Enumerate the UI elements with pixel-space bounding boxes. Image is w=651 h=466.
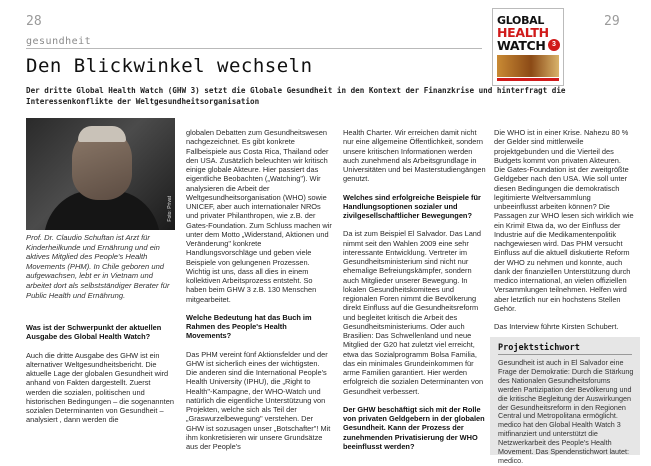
- column-4: [494, 128, 634, 340]
- project-box-text: Gesundheit ist auch in El Salvador eine Frage der Demokratie: Durch die Stärkung des Nationalen Gesundheitsforums werden Partizipation der Bevölkerung und die kritische Begleitung der Auswirkungen der Gesundheitsreform in den Regionen Central und Metropolitana ermöglicht. medico hat den Global Health Watch 3 mitfinanziert und unterstützt die Netzwerkarbeit des People's Health Movement. Das Spendenstichwort lautet: medico.: [498, 358, 634, 465]
- book-cover: [492, 8, 564, 86]
- section-label: gesundheit: [26, 36, 92, 47]
- photo-figure-hair: [78, 126, 126, 142]
- cover-title-line2: HEALTH: [497, 25, 549, 40]
- column-2: [186, 128, 332, 460]
- answer-paragraph: Auch die dritte Ausgabe des GHW ist ein alternativer Weltgesundheitsbericht. Die aktuelle Lage der globalen Gesundheit wird anhand von Fakten dargestellt. Zuerst werden die sozialen, politischen und historischen Bedingungen – die sogenannten sozialen Determinanten von Gesundheit – analysiert , dann werden die: [26, 350, 174, 425]
- photo-credit: Foto: Privat: [167, 196, 173, 222]
- column-1: [26, 323, 175, 434]
- column-3: [343, 128, 486, 460]
- page-number-right: 29: [604, 14, 620, 29]
- question: Welches sind erfolgreiche Beispiele für Handlungsoptionen sozialer und zivilgesellschaftlicher Bewegungen?: [343, 192, 481, 220]
- project-box-title: Projektstichwort: [498, 343, 580, 353]
- question: Welche Bedeutung hat das Buch im Rahmen des People's Health Movements?: [186, 312, 312, 341]
- project-keyword-box: [490, 337, 640, 465]
- portrait-photo: [26, 118, 175, 230]
- question: Was ist der Schwerpunkt der aktuellen Ausgabe des Global Health Watch?: [26, 323, 162, 342]
- question: Der GHW beschäftigt sich mit der Rolle von privaten Geldgebern in der globalen Gesundheit. Kann der Prozess der zunehmenden Privatisierung der WHO beeinflusst werden?: [343, 404, 485, 451]
- answer-paragraph: Die WHO ist in einer Krise. Nahezu 80 % der Gelder sind mittlerweile projektgebunden und die Vierteil des Budgets kommt von privaten Akteuren. Die Gates-Foundation ist der zweitgrößte Geldgeber nach den USA. Wie soll unter diesen Bedingungen die demokratisch legitimierte Weltversammlung unbeeinflusst arbeiten können? Die Passagen zur WHO lesen sich wirklich wie ein Krimi! Etwa da, wo der Einfluss der Industrie auf die Medikamentenpolitik nachgewiesen wird. Das PHM versucht Einfluss auf die aktuell diskutierte Reform der WHO zu nehmen und konnte, auch dank der finanziellen Unterstützung durch medico international, an vielen offiziellen Versammlungen teilnehmen. Helfen wird aber letztlich nur ein hochstens Stellen Gehör.: [494, 128, 634, 313]
- cover-image: [497, 55, 559, 77]
- answer-paragraph: Da ist zum Beispiel El Salvador. Das Land nimmt seit den Wahlen 2009 eine sehr interessante Entwicklung. Vertreter im Gesundheitsministerium sind nicht nur ehemalige Befreiungskämpfer, sondern auch Mitglieder unserer Bewegung. In lokalen Gesundheitskomitees und regionalen Foren nimmt die Bevölkerung direkt Einfluss auf die Gesundheitsreform und begleitet kritisch die Arbeit des Gesundheitsministeriums. Oder auch Brasilien: Das Schwellenland und neue Mitglied der G20 hat zuletzt viel erreicht, etwa das Sozialprogramm Bolsa Familia, das ein minimales Grundeinkommen für arme Familien garantiert. Hier werden erfolgreich die sozialen Determinanten von Gesundheit verbessert.: [343, 229, 484, 396]
- cover-edition-badge: 3: [548, 39, 560, 51]
- answer-paragraph: Health Charter. Wir erreichen damit nicht nur eine allgemeine Öffentlichkeit, sondern unsere kritischen Informationen werden auch zunehmend als Arbeitsgrundlage in Universitäten und bei Masterstudiengängen genutzt.: [343, 128, 486, 184]
- section-divider: [26, 48, 482, 49]
- project-box-divider: [498, 354, 632, 355]
- photo-caption: Prof. Dr. Claudio Schuftan ist Arzt für Kinderheilkunde und Ernährung und ein aktives Mitglied des People's Health Movements (PHM). In Chile geboren und aufgewachsen, lebt er in Vietnam und arbeitet dort als selbstständiger Berater für Public Health und Ernährung.: [26, 233, 170, 300]
- page-number-left: 28: [26, 14, 42, 29]
- cover-title-line3: WATCH: [497, 38, 546, 53]
- page-title: Den Blickwinkel wechseln: [26, 55, 313, 77]
- answer-paragraph: globalen Debatten zum Gesundheitswesen nachgezeichnet. Es gibt konkrete Fallbeispiele aus Costa Rica, Thailand oder den USA. Zusätzlich beleuchten wir kritisch einige globale Akteure. Hier passiert das eigentliche Beobachten („Watching"). Wir analysieren die Arbeit der Weltgesundheitsorganisation (WHO) sowie UNICEF, aber auch internationaler NROs und privater Philanthropen, wie z.B. der Gates-Foundation. Zum Schluss machen wir unter dem Motto „Widerstand, Aktionen und Veränderung" konkrete Handlungsvorschläge und geben viele Beispiele von gelungenen Prozessen. Wichtig ist uns, dass all dies in einem kollektiven Arbeitsprozess entsteht. So haben beim GHW 3 z.B. 130 Menschen mitgearbeitet.: [186, 128, 332, 304]
- intro-text: Der dritte Global Health Watch (GHW 3) setzt die Globale Gesundheit in den Kontext der Finanzkrise und hinterfragt die Interessenkonflikte der Weltgesundheitsorganisation: [26, 86, 566, 106]
- interview-credit: Das Interview führte Kirsten Schubert.: [494, 322, 619, 331]
- cover-strip: [497, 78, 559, 81]
- answer-paragraph: Das PHM vereint fünf Aktionsfelder und der GHW ist sicherlich eines der wichtigsten. Die anderen sind die International People's Health University (IPHU), die „Right to Health"-Kampagne, der WHO-Watch und natürlich die eigentliche Unterstützung von Projekten, welche sich als Teil der „Graswurzelbewegung" verstehen. Der GHW ist sozusagen unser „Botschafter"! Mit ihm konkretisieren wir unsere Grundsätze aus der People's: [186, 349, 331, 451]
- cover-title-line1: GLOBAL: [497, 14, 545, 27]
